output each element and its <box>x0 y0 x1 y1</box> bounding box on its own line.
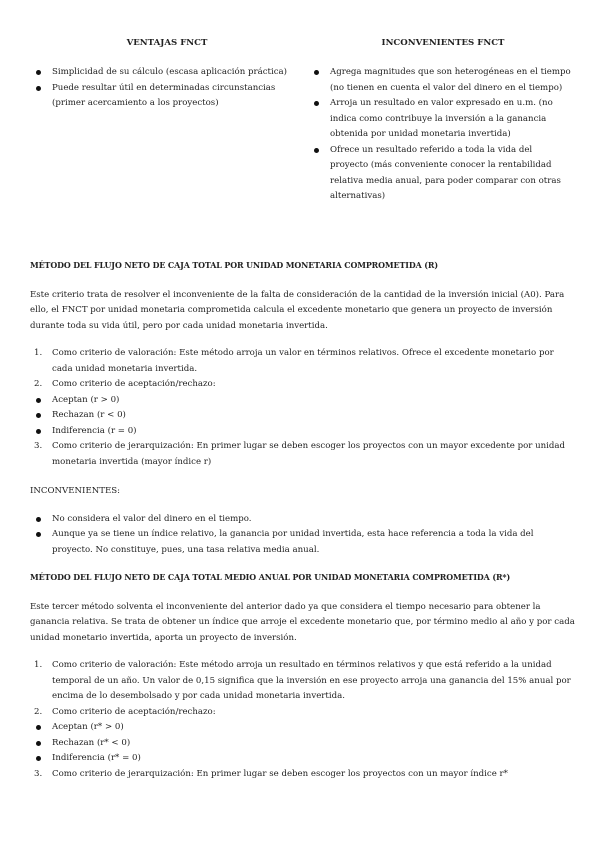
section1-decisions <box>30 393 575 440</box>
list-item: 3. Como criterio de jerarquización: En primer lugar se deben escoger los proyectos con un mayor índice r* <box>34 768 508 779</box>
section1-inconveniences-title: INCONVENIENTES: <box>30 486 121 496</box>
disadvantages-column <box>314 36 572 205</box>
section2-title: MÉTODO DEL FLUJO NETO DE CAJA TOTAL MEDIO ANUAL POR UNIDAD MONETARIA COMPROMETIDA (R*) <box>30 573 511 582</box>
bullet-icon <box>36 70 41 75</box>
disadvantages-list <box>314 65 572 205</box>
list-item: Ofrece un resultado referido a toda la vida del proyecto (más conveniente conocer la rentabilidad relativa media anual, para poder comparar con otras alternativas) <box>314 143 572 205</box>
bullet-icon <box>36 725 41 730</box>
list-item: Arroja un resultado en valor expresado en u.m. (no indica como contribuye la inversión a la ganancia obtenida por unidad monetaria invertida) <box>314 96 572 143</box>
bullet-icon <box>36 429 41 434</box>
list-item: 1. Como criterio de valoración: Este método arroja un valor en términos relativos. Ofrece el excedente monetario por cada unidad monetaria invertida. <box>34 348 554 374</box>
section2-ranking <box>30 767 575 783</box>
list-item: Indiferencia (r* = 0) <box>30 751 575 767</box>
list-item: 1. Como criterio de valoración: Este método arroja un resultado en términos relativos y que está referido a la unidad temporal de un año. Un valor de 0,15 significa que la inversión en ese proyecto arroja una ganancia del 15% anual por encima de lo desembolsado y por cada unidad monetaria invertida. <box>34 660 571 701</box>
list-item: Rechazan (r* < 0) <box>30 736 575 752</box>
list-item: Aceptan (r > 0) <box>30 393 575 409</box>
list-item: 3. Como criterio de jerarquización: En primer lugar se deben escoger los proyectos con un mayor excedente por unidad monetaria invertida (mayor índice r) <box>34 441 566 467</box>
disadvantages-title: INCONVENIENTES FNCT <box>381 38 505 48</box>
advantages-title: VENTAJAS FNCT <box>126 38 208 48</box>
advantages-column <box>36 36 298 112</box>
bullet-icon <box>36 532 41 537</box>
bullet-icon <box>36 86 41 91</box>
section1-ranking <box>30 439 575 470</box>
section1-intro: Este criterio trata de resolver el inconveniente de la falta de consideración de la cantidad de la inversión inicial (A0). Para ello, el FNCT por unidad monetaria comprometida calcula el excedente monetario que genera un proyecto de inversión durante toda su vida útil, pero por cada unidad monetaria invertida. <box>30 289 565 331</box>
bullet-icon <box>36 741 41 746</box>
list-item: Aceptan (r* > 0) <box>30 720 575 736</box>
section2-criteria <box>30 658 575 720</box>
advantages-list <box>36 65 298 112</box>
bullet-icon <box>36 413 41 418</box>
section1-criteria <box>30 346 575 393</box>
bullet-icon <box>314 101 319 106</box>
section2-intro: Este tercer método solventa el inconveniente del anterior dado ya que considera el tiempo necesario para obtener la ganancia relativa. Se trata de obtener un índice que arroje el excedente monetario que, por término medio al año y por cada unidad monetario invertida, aporta un proyecto de inversión. <box>30 601 575 643</box>
section1-title: MÉTODO DEL FLUJO NETO DE CAJA TOTAL POR UNIDAD MONETARIA COMPROMETIDA (R) <box>30 261 438 270</box>
bullet-icon <box>314 70 319 75</box>
section2-decisions <box>30 720 575 767</box>
list-item: Indiferencia (r = 0) <box>30 424 575 440</box>
bullet-icon <box>36 517 41 522</box>
list-item: 2. Como criterio de aceptación/rechazo: <box>34 706 216 717</box>
list-item: Puede resultar útil en determinadas circunstancias (primer acercamiento a los proyectos) <box>36 81 298 112</box>
list-item: Simplicidad de su cálculo (escasa aplicación práctica) <box>36 65 298 81</box>
list-item: Rechazan (r < 0) <box>30 408 575 424</box>
bullet-icon <box>36 756 41 761</box>
list-item: Aunque ya se tiene un índice relativo, la ganancia por unidad invertida, esta hace referencia a toda la vida del proyecto. No constituye, pues, una tasa relativa media anual. <box>30 527 575 558</box>
bullet-icon <box>314 148 319 153</box>
section1-inconveniences <box>30 512 575 559</box>
list-item: Agrega magnitudes que son heterogéneas en el tiempo (no tienen en cuenta el valor del dinero en el tiempo) <box>314 65 572 96</box>
list-item: 2. Como criterio de aceptación/rechazo: <box>34 379 216 389</box>
main-content <box>30 258 575 782</box>
list-item: No considera el valor del dinero en el tiempo. <box>30 512 575 528</box>
bullet-icon <box>36 398 41 403</box>
